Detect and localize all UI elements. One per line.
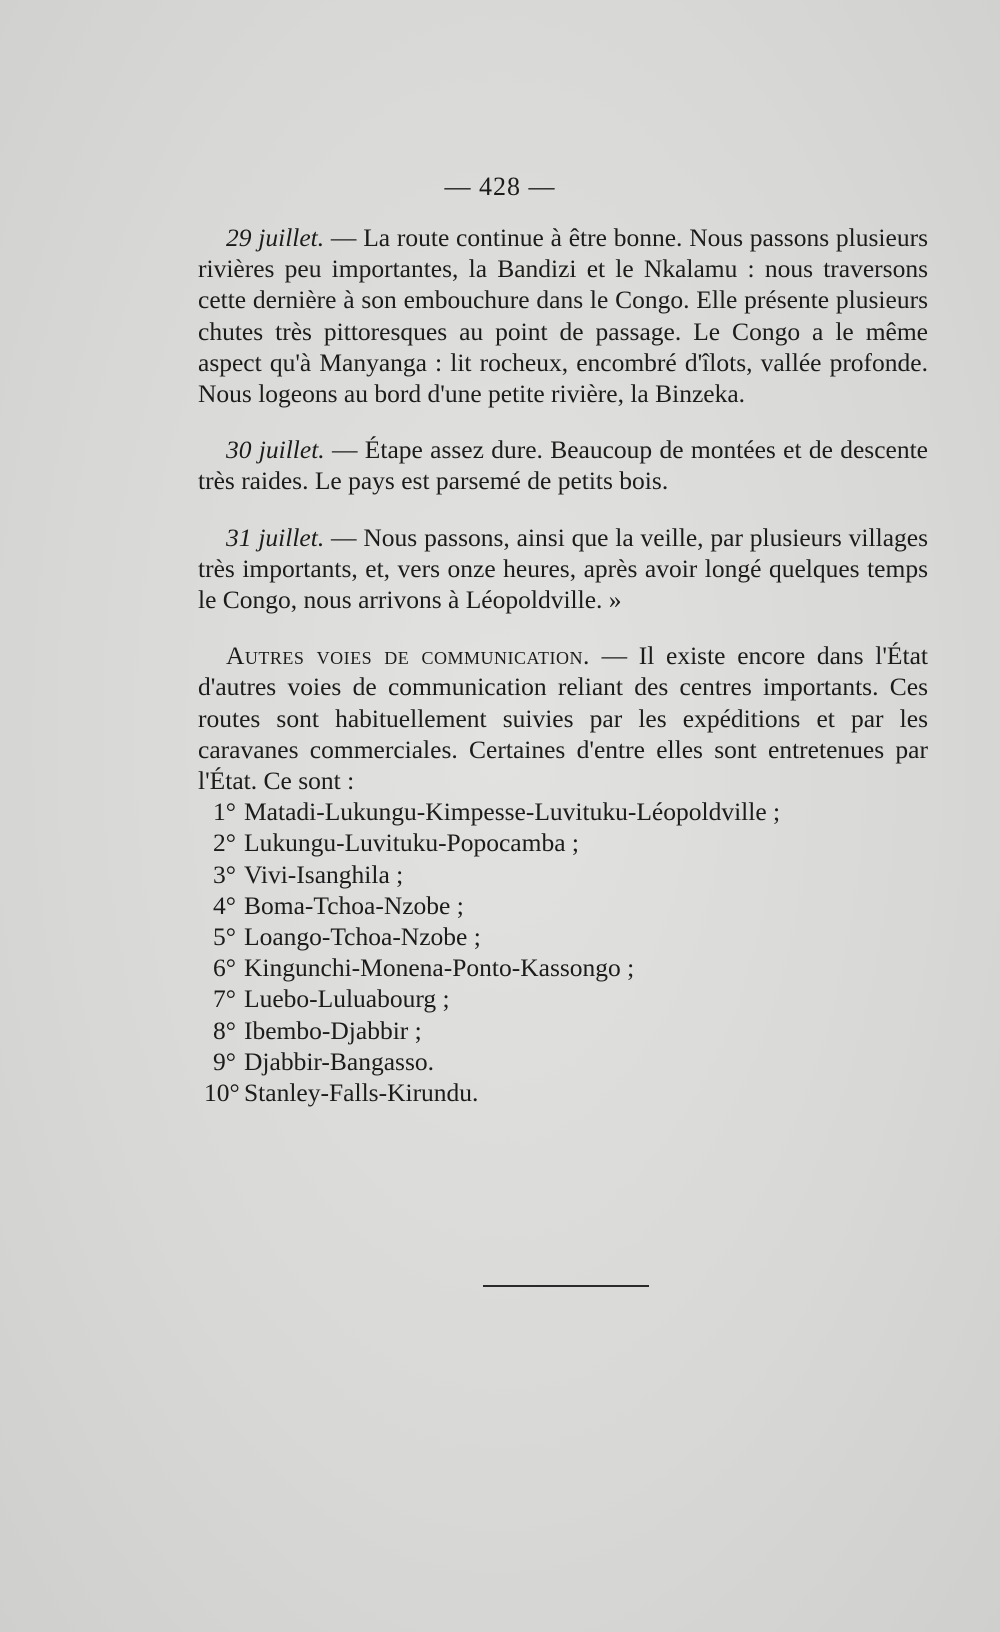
list-item-text: Vivi-Isanghila ; — [244, 859, 404, 889]
date-label: 31 juillet. — [226, 522, 325, 552]
list-item-text: Luebo-Luluabourg ; — [244, 984, 450, 1014]
list-item — [198, 983, 928, 1014]
list-item — [198, 1077, 928, 1108]
paragraph-july-30 — [198, 434, 928, 496]
list-item-number: 9° — [213, 1046, 236, 1076]
list-item — [198, 921, 928, 952]
list-item-text: Matadi-Lukungu-Kimpesse-Luvituku-Léopoldville ; — [244, 797, 781, 827]
date-label: 30 juillet. — [226, 435, 325, 465]
list-item-number: 6° — [213, 953, 236, 983]
page-number: — 428 — — [444, 172, 556, 201]
list-item-number: 7° — [213, 984, 236, 1014]
list-item-text: Lukungu-Luvituku-Popocamba ; — [244, 828, 579, 858]
list-item-text: Boma-Tchoa-Nzobe ; — [244, 890, 464, 920]
section-heading: Autres voies de communication. — [226, 641, 590, 671]
section-divider — [483, 1285, 649, 1287]
list-item-number: 10° — [204, 1078, 240, 1108]
list-item-number: 5° — [213, 922, 236, 952]
list-item — [198, 890, 928, 921]
list-item-number: 1° — [213, 797, 236, 827]
date-label: 29 juillet. — [226, 223, 325, 252]
routes-list — [198, 796, 928, 1108]
list-item-number: 4° — [213, 890, 236, 920]
list-item-text: Loango-Tchoa-Nzobe ; — [244, 922, 481, 952]
body-text — [198, 222, 928, 1108]
list-item — [198, 827, 928, 858]
list-item-text: Stanley-Falls-Kirundu. — [244, 1078, 479, 1108]
list-item — [198, 1046, 928, 1077]
paragraph-other-routes — [198, 640, 928, 796]
paragraph-text: — Il existe encore dans l'État d'autres voies de communication reliant des centres importants. Ces routes sont habituellement suivies par les expéditions et par les caravanes commerciales. Certaines d'entre elles sont entretenues par l'État. Ce sont : — [198, 641, 928, 796]
paragraph-text: — La route continue à être bonne. Nous passons plusieurs rivières peu importantes, la Bandizi et le Nkalamu : nous traversons cette dernière à son embouchure dans le Congo. Elle présente plusieurs chutes très pittoresques au point de passage. Le Congo a le même aspect qu'à Manyanga : lit rocheux, encombré d'îlots, vallée profonde. Nous logeons au bord d'une petite rivière, la Binzeka. — [198, 223, 928, 409]
list-item-number: 3° — [213, 859, 236, 889]
list-item-text: Kingunchi-Monena-Ponto-Kassongo ; — [244, 953, 635, 983]
list-item — [198, 796, 928, 827]
list-item-number: 8° — [213, 1015, 236, 1045]
paragraph-july-29 — [198, 222, 928, 409]
list-item-text: Ibembo-Djabbir ; — [244, 1015, 422, 1045]
list-item — [198, 1015, 928, 1046]
list-item-number: 2° — [213, 828, 236, 858]
paragraph-july-31 — [198, 522, 928, 616]
list-item-text: Djabbir-Bangasso. — [244, 1046, 434, 1076]
paragraph-text: — Étape assez dure. Beaucoup de montées et de descente très raides. Le pays est parsemé de petits bois. — [198, 435, 928, 496]
list-item — [198, 859, 928, 890]
list-item — [198, 952, 928, 983]
paragraph-text: — Nous passons, ainsi que la veille, par plusieurs villages très importants, et, vers onze heures, après avoir longé quelques temps le Congo, nous arrivons à Léopoldville. » — [198, 522, 928, 615]
